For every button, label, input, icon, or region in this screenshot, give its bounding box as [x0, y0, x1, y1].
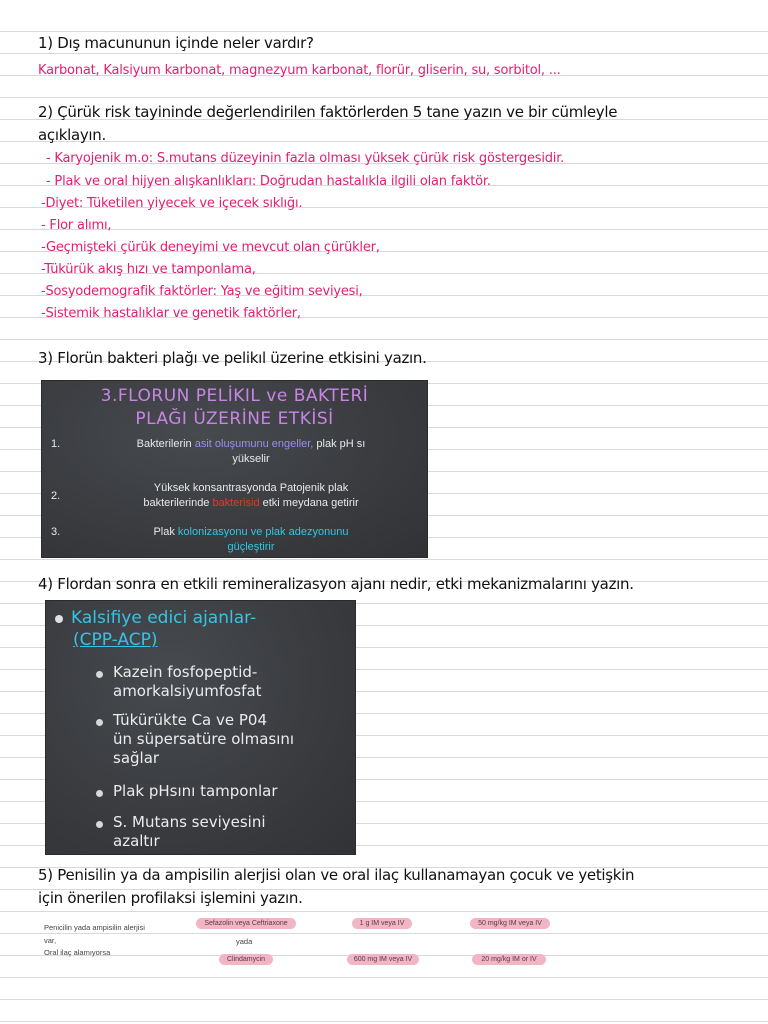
- slide-title-line-1: 3.FLORUN PELİKIL ve BAKTERİ: [100, 386, 369, 406]
- item-number: 2.: [51, 490, 61, 502]
- bullet-dot: [96, 719, 103, 726]
- bullet-dot: [96, 821, 103, 828]
- item-text: Bakterilerin asit oluşumunu engeller, plak pH sı yükselir: [136, 438, 366, 465]
- bullet-dot: [55, 615, 63, 623]
- slide-bullet-2: Tükürükte Ca ve P04 ün süpersatüre olmasını sağlar: [113, 711, 295, 767]
- bullet-dot: [96, 790, 103, 797]
- answer-2-item: -Tükürük akış hızı ve tamponlama,: [41, 262, 256, 277]
- answer-2-item: -Diyet: Tüketilen yiyecek ve içecek sıklığı.: [41, 196, 303, 211]
- answer-2-item: - Plak ve oral hijyen alışkanlıkları: Doğrudan hastalıkla ilgili olan faktör.: [46, 174, 491, 189]
- answer-2-item: - Karyojenik m.o: S.mutans düzeyinin fazla olması yüksek çürük risk göstergesidir.: [46, 151, 565, 166]
- slide-florun-etkisi: [41, 380, 428, 558]
- slide-title-line-2: PLAĞI ÜZERİNE ETKİSİ: [135, 409, 334, 429]
- slide-heading-line-1: Kalsifiye edici ajanlar-: [71, 608, 257, 628]
- adult-dose-1: 1 g IM veya IV: [352, 918, 412, 929]
- slide-item-2: [41, 481, 428, 515]
- table-condition-line-2: var,: [44, 936, 57, 945]
- question-5-line-1: 5) Penisilin ya da ampisilin alerjisi olan ve oral ilaç kullanamayan çocuk ve yetişkin: [38, 866, 635, 884]
- bullet-dot: [96, 671, 103, 678]
- item-text: Plak kolonizasyonu ve plak adezyonunu güçleştirir: [153, 526, 349, 553]
- drug-option-2: Clindamycin: [219, 954, 273, 965]
- item-number: 3.: [51, 526, 61, 538]
- question-4: 4) Flordan sonra en etkili remineralizasyon ajanı nedir, etki mekanizmalarını yazın.: [38, 575, 634, 593]
- question-2-line-1: 2) Çürük risk tayininde değerlendirilen faktörlerden 5 tane yazın ve bir cümleyle: [38, 103, 618, 121]
- item-text: Yüksek konsantrasyonda Patojenik plak bakterilerinde bakterisid etki meydana getirir: [143, 482, 359, 509]
- slide-bullet-3: Plak pHsını tamponlar: [113, 782, 278, 800]
- slide-bullet-4: S. Mutans seviyesini azaltır: [113, 813, 266, 850]
- slide-bullet-1: Kazein fosfopeptid- amorkalsiyumfosfat: [113, 663, 262, 700]
- slide-item-3: [41, 525, 428, 559]
- drug-option-1: Sefazolin veya Ceftriaxone: [196, 918, 296, 929]
- answer-2-item: -Sosyodemografik faktörler: Yaş ve eğitim seviyesi,: [41, 284, 363, 299]
- question-1: 1) Dış macununun içinde neler vardır?: [38, 34, 314, 52]
- slide-cpp-acp: [45, 600, 356, 855]
- item-number: 1.: [51, 438, 61, 450]
- slide-item-1: [41, 437, 428, 471]
- table-condition-line-1: Penicilin yada ampisilin alerjisi: [44, 923, 145, 932]
- answer-1: Karbonat, Kalsiyum karbonat, magnezyum karbonat, florür, gliserin, su, sorbitol, ...: [38, 63, 561, 78]
- child-dose-2: 20 mg/kg IM or IV: [472, 954, 546, 965]
- answer-2-item: -Geçmişteki çürük deneyimi ve mevcut olan çürükler,: [41, 240, 380, 255]
- or-label: yada: [236, 937, 253, 946]
- answer-2-item: - Flor alımı,: [41, 218, 112, 233]
- adult-dose-2: 600 mg IM veya IV: [347, 954, 419, 965]
- child-dose-1: 50 mg/kg IM veya IV: [470, 918, 550, 929]
- question-2-line-2: açıklayın.: [38, 126, 106, 144]
- slide-heading-line-2: (CPP-ACP): [73, 630, 158, 650]
- question-5-line-2: için önerilen profilaksi işlemini yazın.: [38, 889, 303, 907]
- table-condition-line-3: Oral ilaç alamıyorsa: [44, 948, 111, 957]
- answer-2-item: -Sistemik hastalıklar ve genetik faktörler,: [41, 306, 301, 321]
- question-3: 3) Florün bakteri plağı ve pelikıl üzerine etkisini yazın.: [38, 349, 427, 367]
